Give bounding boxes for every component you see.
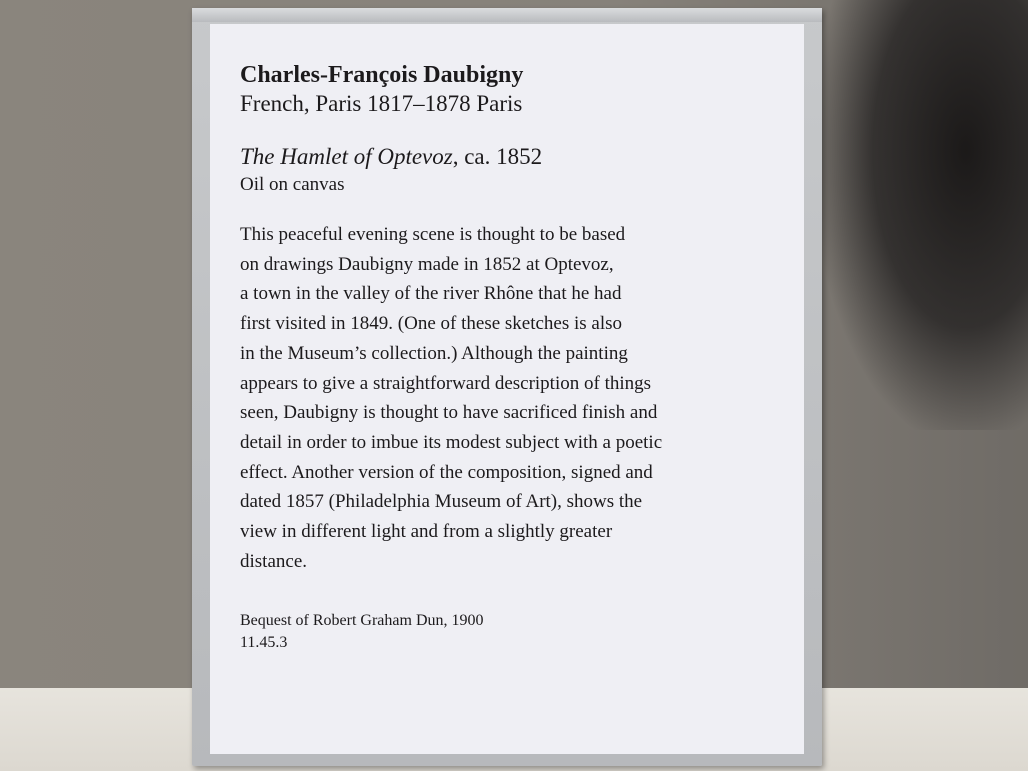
description-line: appears to give a straightforward description of things — [240, 372, 652, 394]
label-content — [240, 60, 780, 654]
work-title: The Hamlet of Optevoz — [240, 144, 453, 169]
description-line: seen, Daubigny is thought to have sacrificed finish and — [240, 402, 658, 424]
description-line: first visited in 1849. (One of these sketches is also — [240, 313, 623, 335]
artist-bio: French, Paris 1817–1878 Paris — [240, 91, 523, 116]
description-line: in the Museum’s collection.) Although the painting — [240, 342, 628, 364]
accession-number: 11.45.3 — [240, 634, 288, 652]
description-line: detail in order to imbue its modest subject with a poetic — [240, 431, 663, 453]
description-line: dated 1857 (Philadelphia Museum of Art), shows the — [240, 491, 643, 513]
artist-name: Charles-François Daubigny — [240, 62, 524, 88]
description-line: distance. — [240, 550, 308, 572]
description-line: effect. Another version of the composition, signed and — [240, 461, 653, 483]
medium: Oil on canvas — [240, 174, 345, 195]
wall-shadow — [820, 0, 1028, 430]
description — [240, 220, 780, 576]
description-line: a town in the valley of the river Rhône that he had — [240, 283, 622, 305]
credit-line: Bequest of Robert Graham Dun, 1900 — [240, 612, 484, 630]
description-line: view in different light and from a slightly greater — [240, 521, 613, 543]
label-frame-top-edge — [192, 8, 822, 22]
work-date: , ca. 1852 — [452, 144, 543, 169]
description-line: This peaceful evening scene is thought to be based — [240, 224, 626, 245]
work-title-line — [240, 142, 780, 172]
description-line: on drawings Daubigny made in 1852 at Optevoz, — [240, 253, 614, 275]
